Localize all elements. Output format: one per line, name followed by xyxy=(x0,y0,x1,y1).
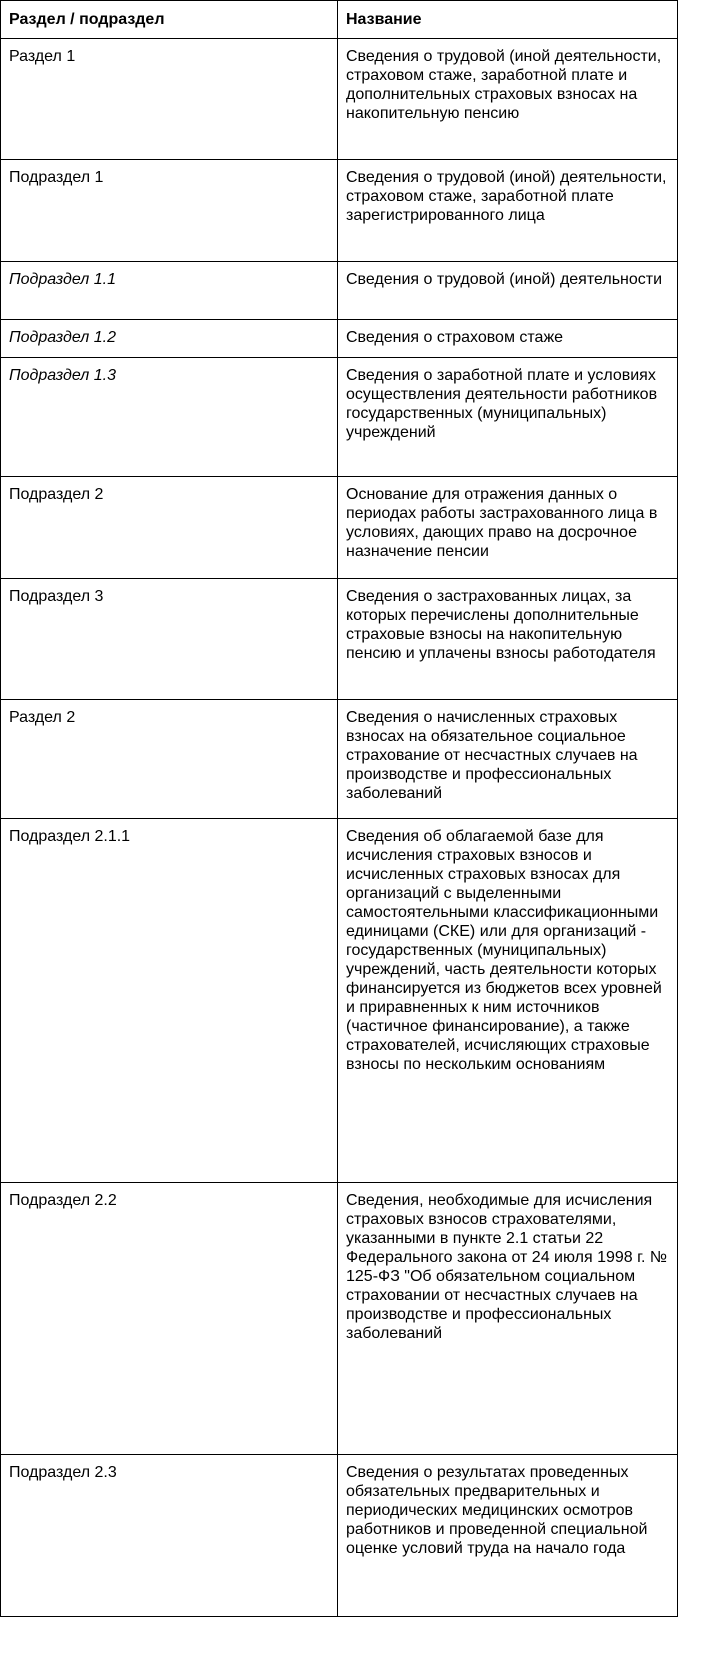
table-row xyxy=(1,700,678,819)
name-cell: Сведения о заработной плате и условиях осуществления деятельности работников государственных (муниципальных) учреждений xyxy=(338,358,678,477)
section-cell: Подраздел 1.3 xyxy=(1,358,338,477)
table-row xyxy=(1,1455,678,1617)
section-cell: Подраздел 3 xyxy=(1,579,338,700)
section-cell: Подраздел 1 xyxy=(1,160,338,262)
name-cell: Сведения о страховом стаже xyxy=(338,320,678,358)
table-row xyxy=(1,477,678,579)
name-cell: Сведения о трудовой (иной) деятельности, страховом стаже, заработной плате зарегистрированного лица xyxy=(338,160,678,262)
table-row xyxy=(1,320,678,358)
table-row xyxy=(1,1183,678,1455)
table-row xyxy=(1,579,678,700)
table-row xyxy=(1,819,678,1183)
section-cell: Подраздел 1.1 xyxy=(1,262,338,320)
section-cell: Раздел 1 xyxy=(1,39,338,160)
section-cell: Подраздел 2.1.1 xyxy=(1,819,338,1183)
name-cell: Сведения о трудовой (иной деятельности, страховом стаже, заработной плате и дополнительных страховых взносах на накопительную пенсию xyxy=(338,39,678,160)
header-name: Название xyxy=(338,1,678,39)
table-row xyxy=(1,358,678,477)
name-cell: Сведения о начисленных страховых взносах на обязательное социальное страхование от несчастных случаев на производстве и профессиональных заболеваний xyxy=(338,700,678,819)
section-cell: Подраздел 2.3 xyxy=(1,1455,338,1617)
section-cell: Подраздел 1.2 xyxy=(1,320,338,358)
table-row xyxy=(1,160,678,262)
name-cell: Сведения о трудовой (иной) деятельности xyxy=(338,262,678,320)
header-row xyxy=(1,1,678,39)
section-cell: Подраздел 2 xyxy=(1,477,338,579)
name-cell: Сведения о застрахованных лицах, за которых перечислены дополнительные страховые взносы на накопительную пенсию и уплачены взносы работодателя xyxy=(338,579,678,700)
table-row xyxy=(1,39,678,160)
name-cell: Сведения об облагаемой базе для исчисления страховых взносов и исчисленных страховых взносах для организаций с выделенными самостоятельными классификационными единицами (СКЕ) или для организаций - государственных (муниципальных) учреждений, часть деятельности которых финансируется из бюджетов всех уровней и приравненных к ним источников (частичное финансирование), а также страхователей, исчисляющих страховые взносы по нескольким основаниям xyxy=(338,819,678,1183)
section-cell: Раздел 2 xyxy=(1,700,338,819)
name-cell: Основание для отражения данных о периодах работы застрахованного лица в условиях, дающих право на досрочное назначение пенсии xyxy=(338,477,678,579)
header-section: Раздел / подраздел xyxy=(1,1,338,39)
name-cell: Сведения, необходимые для исчисления страховых взносов страхователями, указанными в пункте 2.1 статьи 22 Федерального закона от 24 июля 1998 г. № 125-ФЗ "Об обязательном социальном страховании от несчастных случаев на производстве и профессиональных заболеваний xyxy=(338,1183,678,1455)
name-cell: Сведения о результатах проведенных обязательных предварительных и периодических медицинских осмотров работников и проведенной специальной оценке условий труда на начало года xyxy=(338,1455,678,1617)
section-cell: Подраздел 2.2 xyxy=(1,1183,338,1455)
table-row xyxy=(1,262,678,320)
